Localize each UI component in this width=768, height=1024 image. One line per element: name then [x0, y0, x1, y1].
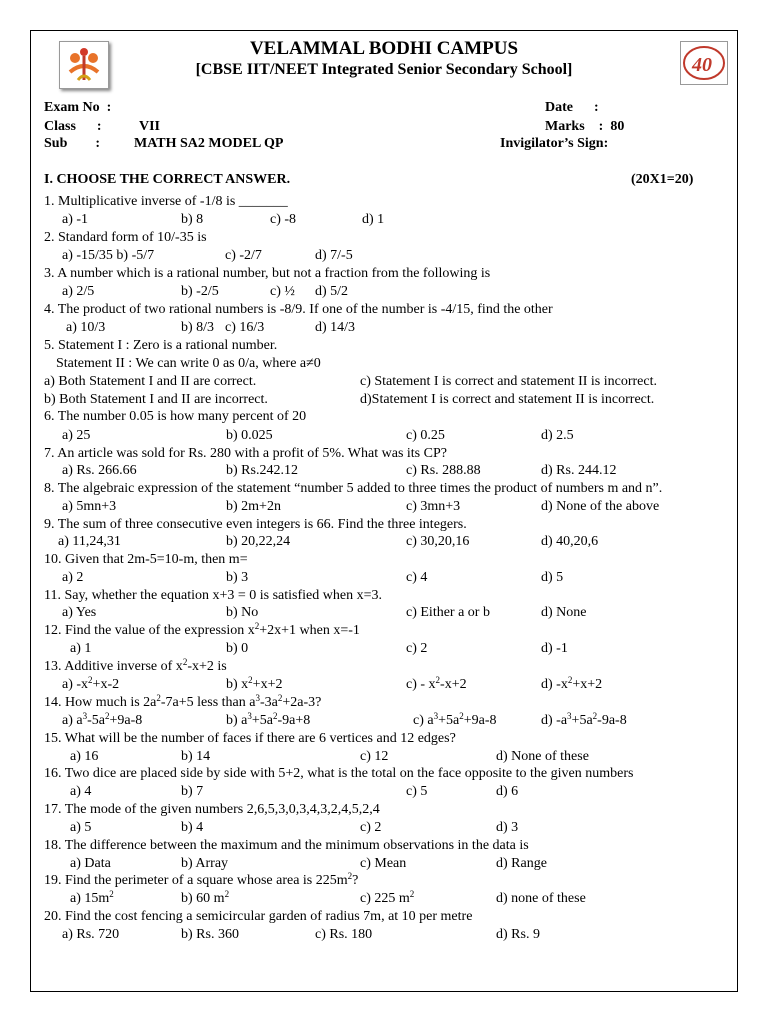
question-text: b) Rs. 360 [181, 927, 239, 942]
question-text: c) 12 [360, 749, 389, 764]
question-text: a) $a^3-5a^2+9a-8$ [62, 711, 143, 728]
question-text: d) 14/3 [315, 320, 356, 335]
question-text: b) 60 $m^2$ [181, 889, 230, 906]
question-text: c) 16/3 [225, 320, 265, 335]
question-text: 14. How much is $2a^2-7a+5$ less than $a^3-3a^2+2a-3$? [44, 693, 322, 710]
school-subtitle: [CBSE IIT/NEET Integrated Senior Secondary School] [195, 61, 573, 78]
question-text: 12. Find the value of the expression $x^2+2x+1$ when x=-1 [44, 621, 360, 638]
question-text: b) 7 [181, 784, 204, 799]
question-text: d) $-a^3+5a^2-9a-8$ [541, 711, 627, 728]
question-text: d) none of these [496, 891, 586, 906]
question-text: c) $a^3+5a^2+9a-8$ [413, 711, 497, 728]
question-text: a) 2/5 [62, 284, 95, 299]
question-text: a) 10/3 [66, 320, 106, 335]
question-text: d)Statement I is correct and statement II is incorrect. [360, 392, 655, 407]
question-text: d) 1 [362, 212, 385, 227]
question-text: 15. What will be the number of faces if there are 6 vertices and 12 edges? [44, 731, 456, 746]
question-text: b) Both Statement I and II are incorrect. [44, 392, 268, 407]
question-text: 20. Find the cost fencing a semicircular garden of radius 7m, at 10 per metre [44, 909, 473, 924]
question-text: c) 5 [406, 784, 428, 799]
question-text: d) None [541, 605, 587, 620]
question-text: b) 0 [226, 641, 249, 656]
question-text: a) 25 [62, 428, 91, 443]
question-text: b) $x^2+x+2$ [226, 675, 283, 692]
question-text: a) 4 [70, 784, 92, 799]
section-title: I. CHOOSE THE CORRECT ANSWER. [44, 172, 291, 187]
question-text: c) Rs. 288.88 [406, 463, 481, 478]
question-text: a) Data [70, 856, 111, 871]
question-text: 19. Find the perimeter of a square whose area is $225m^2$? [44, 871, 359, 888]
question-text: d) None of these [496, 749, 589, 764]
question-text: b) 8/3 [181, 320, 215, 335]
question-text: 9. The sum of three consecutive even integers is 66. Find the three integers. [44, 517, 467, 532]
question-text: d) 3 [496, 820, 519, 835]
question-text: c) -2/7 [225, 248, 262, 263]
question-text: 18. The difference between the maximum and the minimum observations in the data is [44, 838, 529, 853]
question-text: a) 1 [70, 641, 92, 656]
question-text: a) 16 [70, 749, 99, 764]
question-text: c) 0.25 [406, 428, 445, 443]
question-text: d) 5/2 [315, 284, 349, 299]
question-text: c) Statement I is correct and statement II is incorrect. [360, 374, 657, 389]
question-text: a) $-x^2+x-2$ [62, 675, 120, 692]
question-text: c) 225 $m^2$ [360, 889, 415, 906]
question-text: c) Rs. 180 [315, 927, 373, 942]
question-text: b) 4 [181, 820, 204, 835]
question-text: b) 8 [181, 212, 204, 227]
question-text: 6. The number 0.05 is how many percent of 20 [44, 409, 307, 424]
question-text: Statement II : We can write 0 as 0/a, where a≠0 [56, 356, 321, 371]
school-name: VELAMMAL BODHI CAMPUS [249, 38, 519, 59]
question-text: c) ½ [270, 284, 295, 299]
question-text: d) $-x^2+x+2$ [541, 675, 603, 692]
question-text: c) -8 [270, 212, 297, 227]
question-text: c) 30,20,16 [406, 534, 470, 549]
question-text: b) 0.025 [226, 428, 273, 443]
class-label: Class : [44, 119, 102, 134]
question-text: 16. Two dice are placed side by side with 5+2, what is the total on the face opposite to the given numbers [44, 766, 634, 781]
question-text: d) -1 [541, 641, 568, 656]
question-text: c) 4 [406, 570, 428, 585]
question-text: a) Both Statement I and II are correct. [44, 374, 257, 389]
question-text: c) 2 [360, 820, 382, 835]
question-text: a) 5mn+3 [62, 499, 117, 514]
question-text: c) Mean [360, 856, 407, 871]
question-text: c) Either a or b [406, 605, 490, 620]
question-text: 7. An article was sold for Rs. 280 with a profit of 5%. What was its CP? [44, 446, 447, 461]
marks-label: Marks : 80 [545, 119, 625, 134]
question-text: a) $15m^2$ [70, 889, 114, 906]
question-text: d) 40,20,6 [541, 534, 599, 549]
question-text: b) 14 [181, 749, 211, 764]
question-text: $c) - x^2-x+2$ [406, 675, 467, 692]
question-text: b) Rs.242.12 [226, 463, 298, 478]
question-text: b) $a^3+5a^2-9a+8$ [226, 711, 311, 728]
question-text: a) Rs. 266.66 [62, 463, 137, 478]
question-text: d) Rs. 244.12 [541, 463, 617, 478]
question-text: 1. Multiplicative inverse of -1/8 is _______ [44, 194, 288, 209]
question-text: a) 11,24,31 [58, 534, 121, 549]
question-text: d) 2.5 [541, 428, 574, 443]
question-text: 11. Say, whether the equation x+3 = 0 is satisfied when x=3. [44, 588, 382, 603]
question-text: 13. Additive inverse of $x^2-x+2$ is [44, 657, 227, 674]
question-text: b) 3 [226, 570, 249, 585]
question-text: b) 20,22,24 [226, 534, 291, 549]
question-text: d) 5 [541, 570, 564, 585]
question-text: d) None of the above [541, 499, 660, 514]
question-text: b) 2m+2n [226, 499, 281, 514]
question-text: 4. The product of two rational numbers is -8/9. If one of the number is -4/15, find the other [44, 302, 553, 317]
question-text: 2. Standard form of 10/-35 is [44, 230, 207, 245]
invigilator-sign-label: Invigilator’s Sign: [500, 136, 609, 151]
question-text: a) 5 [70, 820, 92, 835]
date-label: Date : [545, 100, 599, 115]
question-text: a) -1 [62, 212, 89, 227]
question-text: b) -2/5 [181, 284, 219, 299]
question-text: a) -15/35 b) -5/7 [62, 248, 155, 263]
question-text: c) 2 [406, 641, 428, 656]
question-text: 5. Statement I : Zero is a rational number. [44, 338, 278, 353]
question-text: a) 2 [62, 570, 84, 585]
question-text: b) No [226, 605, 259, 620]
question-text: d) Range [496, 856, 547, 871]
anniversary-logo-text: 40 [692, 54, 712, 76]
question-text: 10. Given that 2m-5=10-m, then m= [44, 552, 248, 567]
question-text: d) 7/-5 [315, 248, 353, 263]
class-value: VII [139, 119, 161, 134]
question-text: 3. A number which is a rational number, but not a fraction from the following is [44, 266, 491, 281]
question-text: c) 3mn+3 [406, 499, 461, 514]
exam-no-label: Exam No : [44, 100, 112, 115]
question-text: b) Array [181, 856, 229, 871]
question-text: a) Yes [62, 605, 97, 620]
subject-value: MATH SA2 MODEL QP [134, 136, 284, 151]
question-text: d) 6 [496, 784, 519, 799]
question-text: d) Rs. 9 [496, 927, 540, 942]
question-text: a) Rs. 720 [62, 927, 120, 942]
question-text: 8. The algebraic expression of the statement “number 5 added to three times the product of numbers m and n”. [44, 481, 663, 496]
section-marks: (20X1=20) [631, 172, 694, 187]
question-text: 17. The mode of the given numbers 2,6,5,3,0,3,4,3,2,4,5,2,4 [44, 802, 380, 817]
subject-label: Sub : [44, 136, 101, 151]
